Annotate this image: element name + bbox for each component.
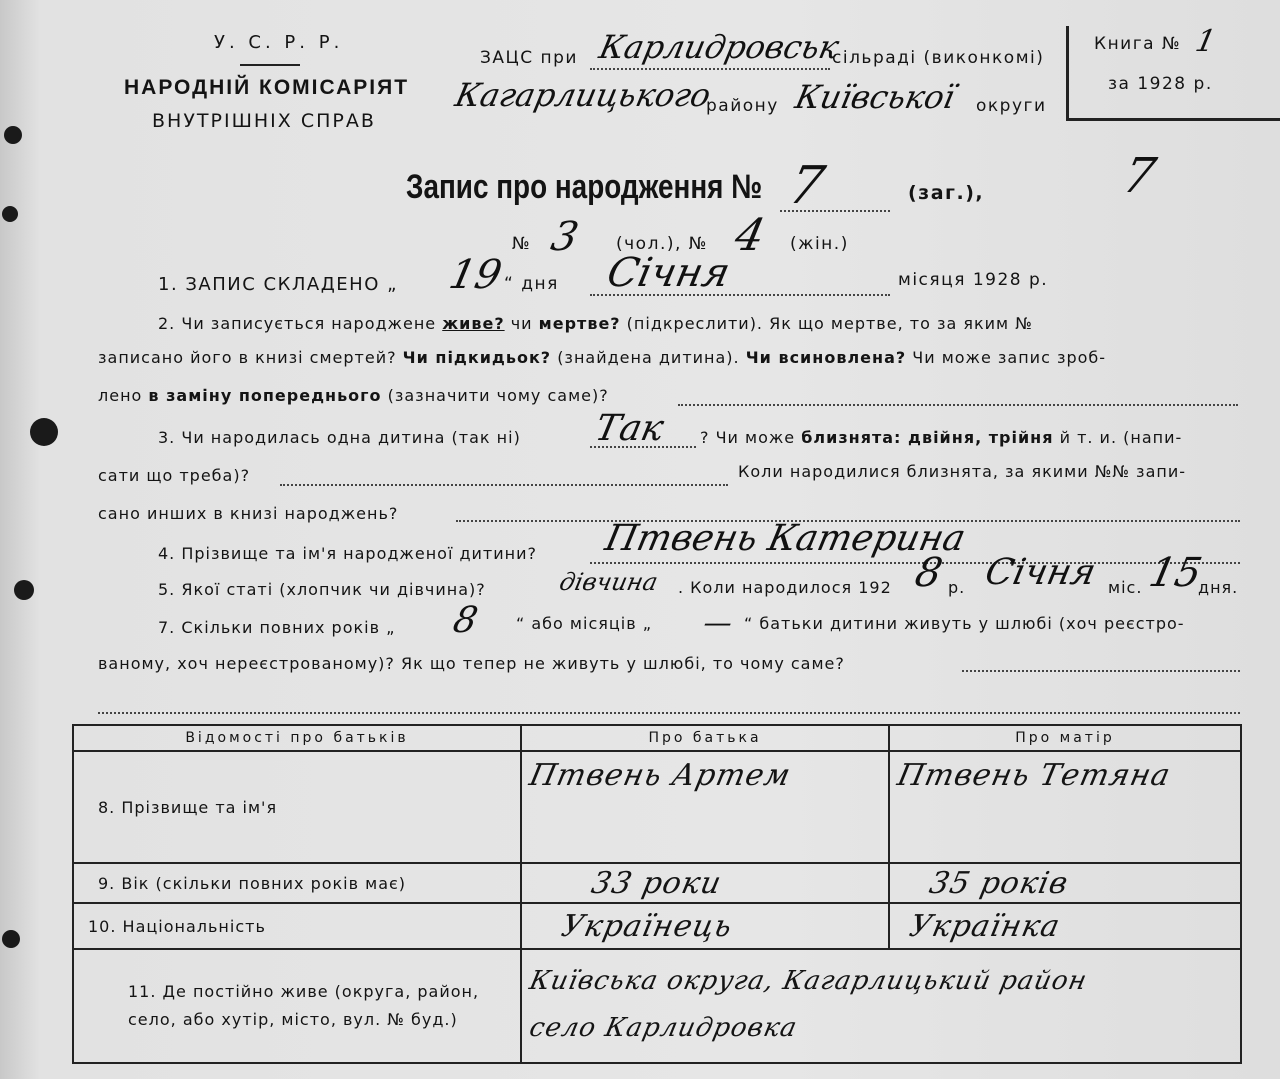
q4-answer-line xyxy=(590,562,1240,564)
male-number: 3 xyxy=(547,214,583,260)
punch-hole xyxy=(14,580,34,600)
q5-when: . Коли народилося 192 xyxy=(678,578,892,597)
q7-line2-dots xyxy=(962,670,1240,672)
residence-label-line2: село, або хутір, місто, вул. № буд.) xyxy=(128,1010,458,1029)
q7-line2: ваному, хоч нереєстрованому)? Як що тепер не живуть у шлюбі, то чому саме? xyxy=(98,654,845,673)
q3-line1-mid xyxy=(700,428,1182,447)
q3-maybe: ? Чи може xyxy=(700,428,796,447)
parents-table xyxy=(72,724,1242,1064)
q3-twins: близнята: двійня, трійня xyxy=(801,428,1054,447)
margin-note: 7 xyxy=(1118,148,1161,204)
residence-value xyxy=(521,949,1241,1063)
commissariat-title: НАРОДНІЙ КОМІСАРІЯТ xyxy=(124,76,410,99)
row-label-nationality: 10. Національність xyxy=(73,903,521,949)
q2-replace: в заміну попереднього xyxy=(148,386,382,405)
record-title: Запис про народження № xyxy=(406,168,763,206)
q2-line1-end: (підкреслити). Як що мертве, то за яким № xyxy=(626,314,1033,333)
father-nationality xyxy=(521,903,889,949)
zags-village: Карлидровськ xyxy=(595,28,843,66)
punch-hole xyxy=(30,418,58,446)
table-header-mother: Про матір xyxy=(889,725,1241,751)
father-age-value: 33 роки xyxy=(588,865,725,901)
book-label: Книга № xyxy=(1094,34,1182,54)
mother-name xyxy=(889,751,1241,863)
punch-hole xyxy=(2,930,20,948)
mother-age-value: 35 років xyxy=(926,865,1072,901)
table-row xyxy=(73,949,1241,1063)
q2-line1 xyxy=(158,314,1033,333)
male-suffix: (чол.), № xyxy=(616,234,708,254)
q2-line2-end: Чи може запис зроб- xyxy=(912,348,1107,367)
mother-name-value: Птвень Тетяна xyxy=(894,758,1174,793)
q5-month: Січня xyxy=(981,552,1100,593)
mother-nationality-value: Українка xyxy=(906,908,1064,944)
residence-line1: Київська округа, Кагарлицький район xyxy=(526,966,1091,996)
district-label: району xyxy=(706,96,779,116)
commissariat-subtitle: ВНУТРІШНІХ СПРАВ xyxy=(152,110,376,132)
q1-month: Січня xyxy=(603,250,735,296)
table-header-row xyxy=(73,725,1241,751)
q5-answer: дівчина xyxy=(557,568,661,596)
zags-prefix: ЗАЦС при xyxy=(480,48,578,68)
female-suffix: (жін.) xyxy=(790,234,849,254)
row-label-age: 9. Вік (скільки повних років має) xyxy=(73,863,521,903)
q3-line2-dots xyxy=(280,484,728,486)
header-divider xyxy=(240,64,300,66)
residence-line2: село Карлидровка xyxy=(526,1013,801,1043)
mother-nationality xyxy=(889,903,1241,949)
book-year: за 1928 р. xyxy=(1108,74,1213,94)
q3-line2-end: Коли народилися близнята, за якими №№ запи- xyxy=(738,462,1186,481)
punch-hole xyxy=(4,126,22,144)
q3-answer-line xyxy=(590,446,696,448)
father-nationality-value: Українець xyxy=(558,908,736,944)
q2-line3-end: (зазначити чому саме)? xyxy=(387,386,609,405)
q2-foundling: Чи підкидьок? xyxy=(402,348,552,367)
q2-or: чи xyxy=(510,314,533,333)
book-number: 1 xyxy=(1192,24,1219,59)
q5-month-label: міс. xyxy=(1108,578,1143,597)
q4-label: 4. Прізвище та ім'я народженої дитини? xyxy=(158,544,537,563)
q2-line3 xyxy=(98,386,609,405)
q5-year-digit: 8 xyxy=(911,550,947,596)
q2-adopted: Чи всиновлена? xyxy=(745,348,907,367)
q5-label: 5. Якої статі (хлопчик чи дівчина)? xyxy=(158,580,486,599)
table-row xyxy=(73,903,1241,949)
q7-label: 7. Скільки повних років „ xyxy=(158,618,396,637)
q5-day: 15 xyxy=(1145,550,1206,596)
okruha-label: округи xyxy=(976,96,1047,116)
q2-found-child: (знайдена дитина). xyxy=(557,348,740,367)
q2-line1-start: 2. Чи записується народжене xyxy=(158,314,437,333)
q1-month-line xyxy=(590,294,890,296)
record-number: 7 xyxy=(783,156,830,216)
row-label-name: 8. Прізвище та ім'я xyxy=(73,751,521,863)
q2-dead: мертве? xyxy=(538,314,621,333)
q2-line3-start: лено xyxy=(98,386,143,405)
zags-suffix: сільраді (виконкомі) xyxy=(832,48,1045,68)
row-label-residence xyxy=(73,949,521,1063)
q3-line2-start: сати що треба)? xyxy=(98,466,251,485)
residence-label-line1: 11. Де постійно живе (округа, район, xyxy=(128,982,480,1001)
q5-day-label: дня. xyxy=(1198,578,1239,597)
male-label: № xyxy=(512,234,532,254)
q3-line3: сано инших в книзі народжень? xyxy=(98,504,399,523)
q7-months-label: “ або місяців „ xyxy=(516,614,652,633)
q1-month-label: місяця 1928 р. xyxy=(898,270,1049,290)
father-name xyxy=(521,751,889,863)
punch-hole xyxy=(2,206,18,222)
q2-line2 xyxy=(98,348,1106,367)
q7-line3-dots xyxy=(98,712,1240,714)
q7-years: 8 xyxy=(449,600,482,641)
q3-line1-end: й т. и. (напи- xyxy=(1059,428,1183,447)
table-header-father: Про батька xyxy=(521,725,889,751)
okruha-name: Київської xyxy=(791,78,959,116)
record-number-line xyxy=(780,210,890,212)
q1-day: 19 xyxy=(445,252,506,298)
table-row xyxy=(73,751,1241,863)
q2-line3-dots xyxy=(678,404,1238,406)
table-header-info: Відомості про батьків xyxy=(73,725,521,751)
republic-name: У. С. Р. Р. xyxy=(214,32,344,53)
q7-line1-end: “ батьки дитини живуть у шлюбі (хоч реєстро- xyxy=(744,614,1185,633)
table-row xyxy=(73,863,1241,903)
female-number: 4 xyxy=(730,210,770,261)
q2-alive: живе? xyxy=(442,314,505,333)
q1-day-label: “ дня xyxy=(504,274,559,294)
record-number-suffix: (заг.), xyxy=(908,182,985,204)
q4-answer: Птвень Катерина xyxy=(601,518,970,559)
zags-village-line xyxy=(590,68,830,70)
father-name-value: Птвень Артем xyxy=(526,758,795,793)
district-name: Кагарлицького xyxy=(451,76,715,114)
q1-label: 1. ЗАПИС СКЛАДЕНО „ xyxy=(158,274,398,295)
q2-line2-start: записано його в книзі смертей? xyxy=(98,348,397,367)
q3-line1-start: 3. Чи народилась одна дитина (так ні) xyxy=(158,428,521,447)
q5-r-label: р. xyxy=(948,578,966,597)
q3-answer: Так xyxy=(591,408,668,449)
mother-age xyxy=(889,863,1241,903)
father-age xyxy=(521,863,889,903)
q7-months: — xyxy=(700,606,736,639)
